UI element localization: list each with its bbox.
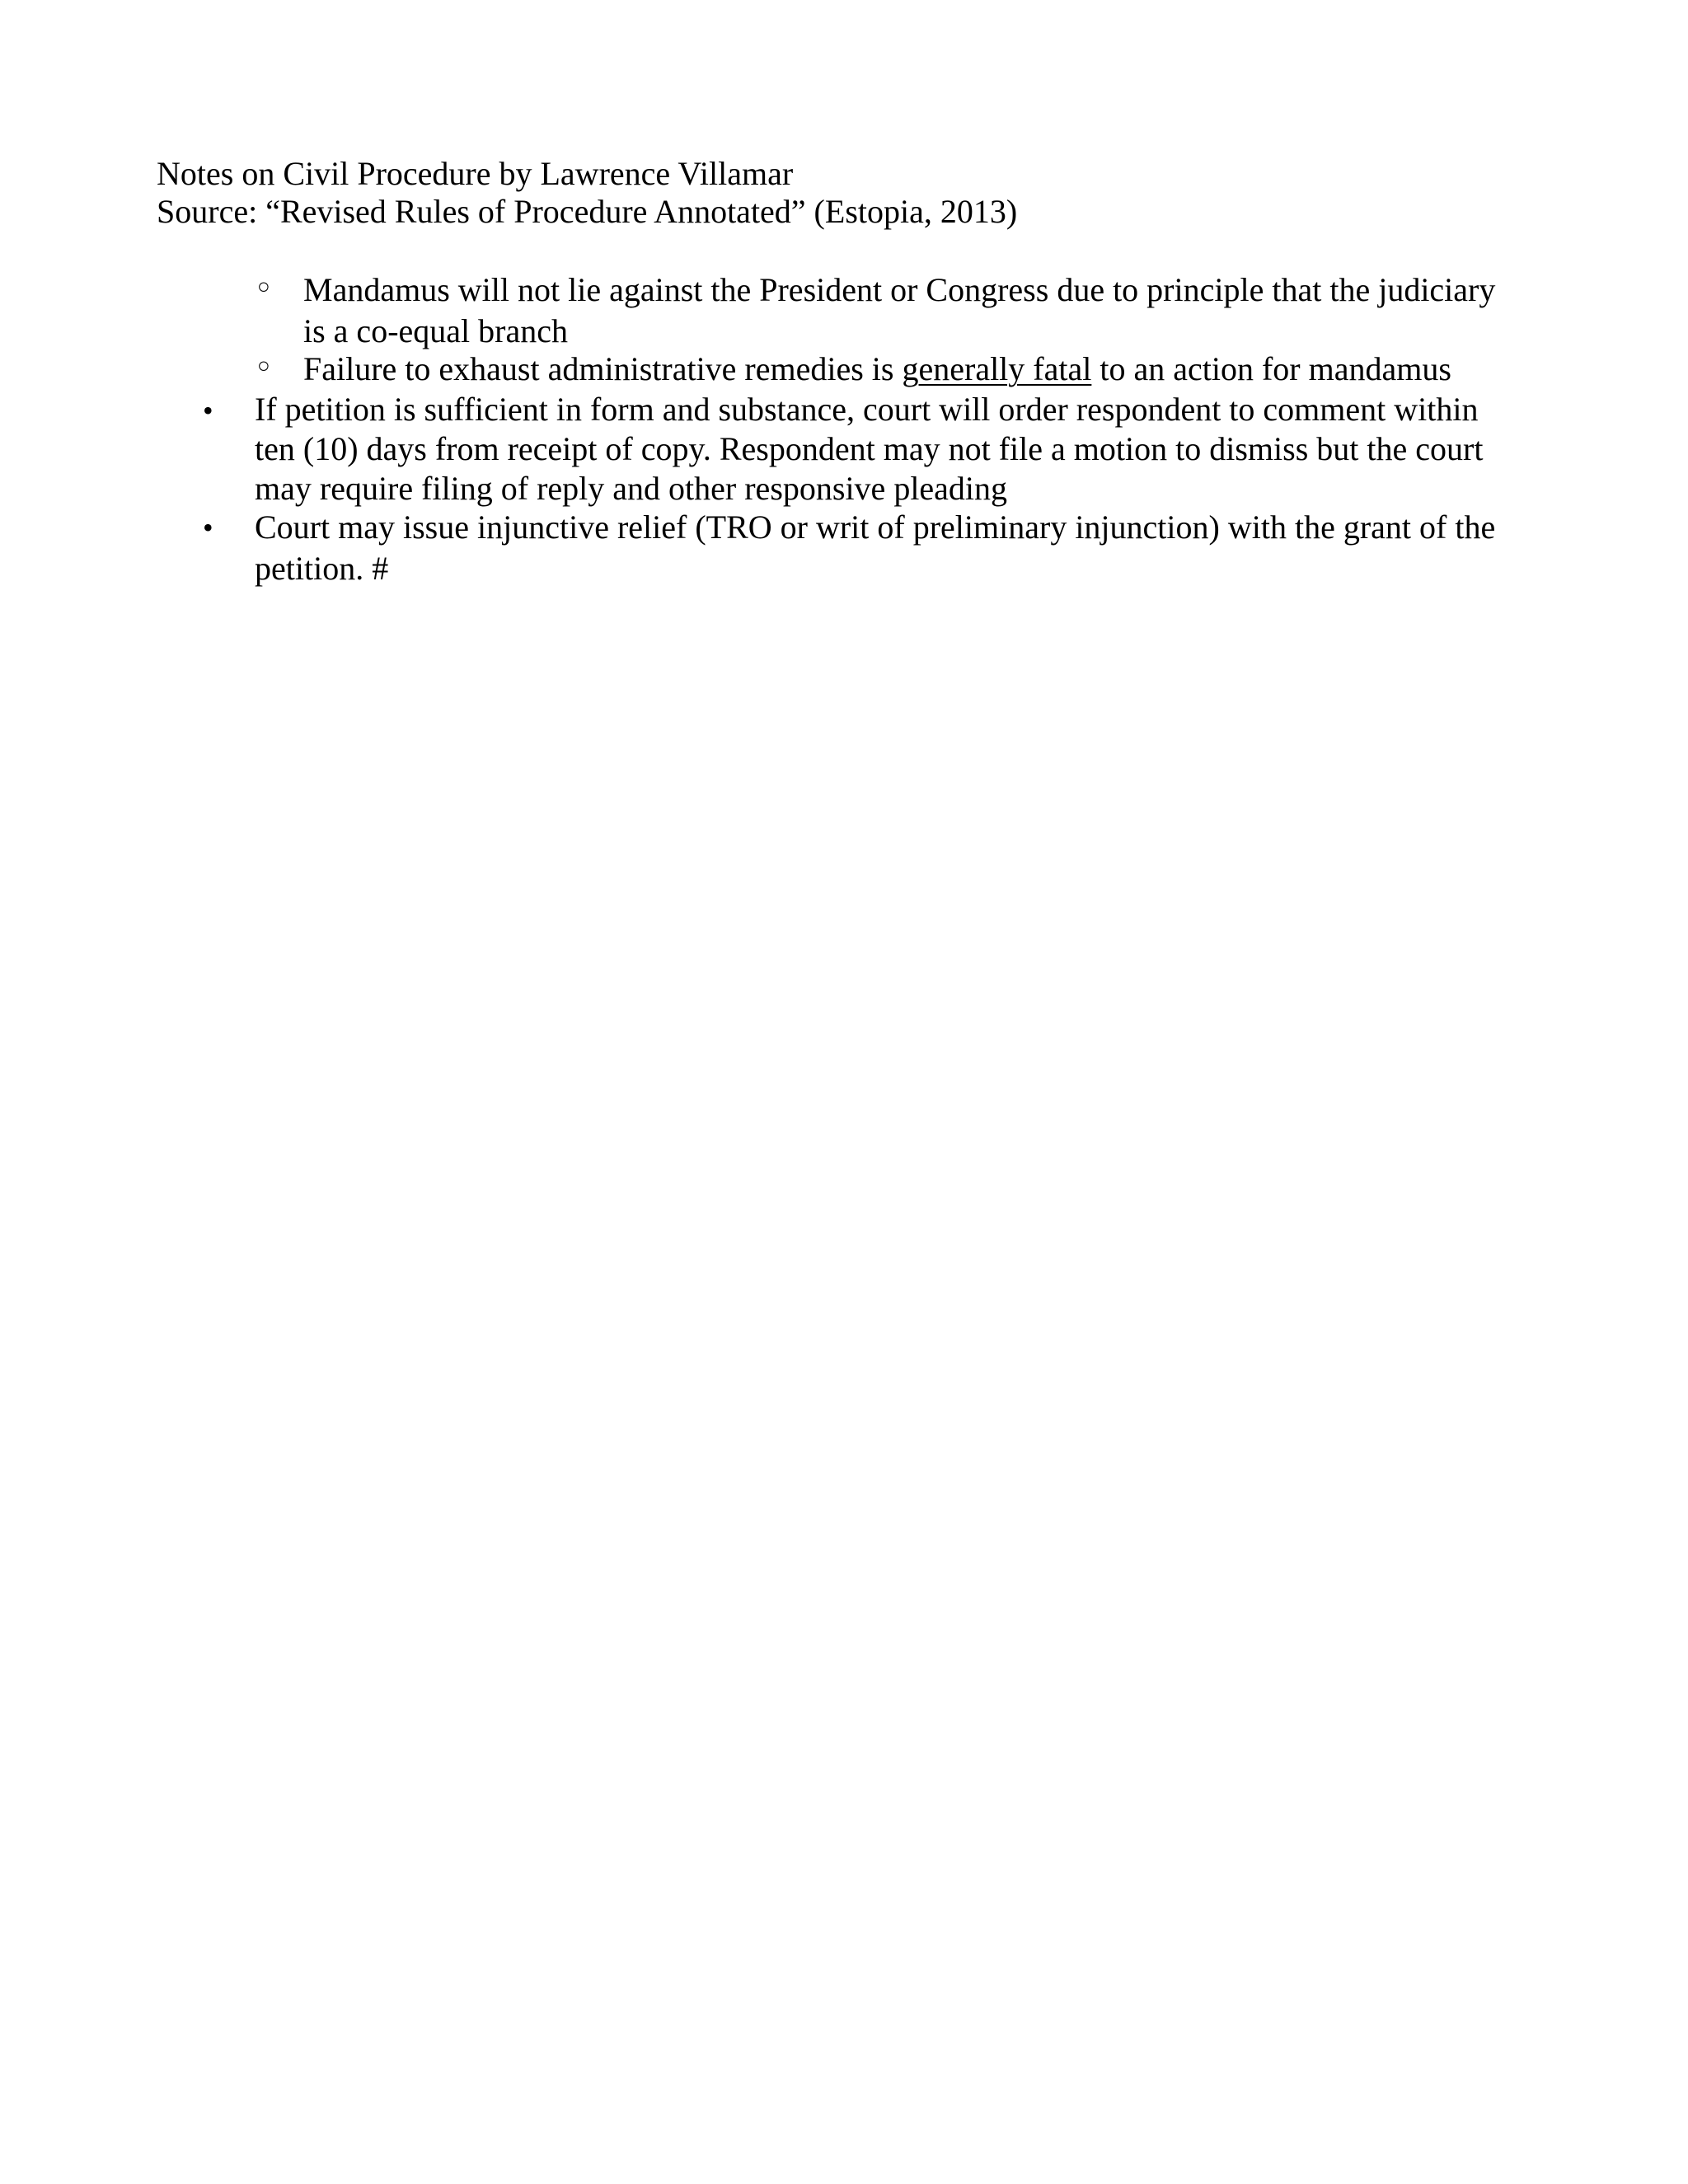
text-segment: to an action for mandamus	[1091, 350, 1451, 387]
list-item	[259, 269, 1512, 352]
document-header	[157, 155, 1517, 231]
text-segment: Failure to exhaust administrative remedies is	[303, 350, 903, 387]
list-item	[259, 349, 1512, 390]
document-source: Source: “Revised Rules of Procedure Annotated” (Estopia, 2013)	[157, 193, 1018, 230]
list-item-text: If petition is sufficient in form and substance, court will order respondent to comment within ten (10) days from receipt of copy. Respondent may not file a motion to dismiss but the court may require filing of reply and other responsive pleading	[255, 391, 1484, 507]
underlined-text: generally fatal	[902, 350, 1092, 387]
list-item	[203, 390, 1513, 509]
document-title: Notes on Civil Procedure by Lawrence Villamar	[157, 155, 794, 192]
list-item	[203, 507, 1513, 589]
list-item-text: Mandamus will not lie against the President or Congress due to principle that the judiciary is a co-equal branch	[303, 271, 1496, 349]
bullet-icon: •	[203, 394, 213, 427]
list-item-text: Court may issue injunctive relief (TRO or writ of preliminary injunction) with the grant of the petition. #	[255, 509, 1496, 587]
bullet-icon: •	[203, 511, 213, 544]
list-item-text	[303, 349, 1512, 390]
hollow-circle-bullet-icon: ○	[257, 274, 270, 298]
hollow-circle-bullet-icon: ○	[257, 354, 270, 377]
